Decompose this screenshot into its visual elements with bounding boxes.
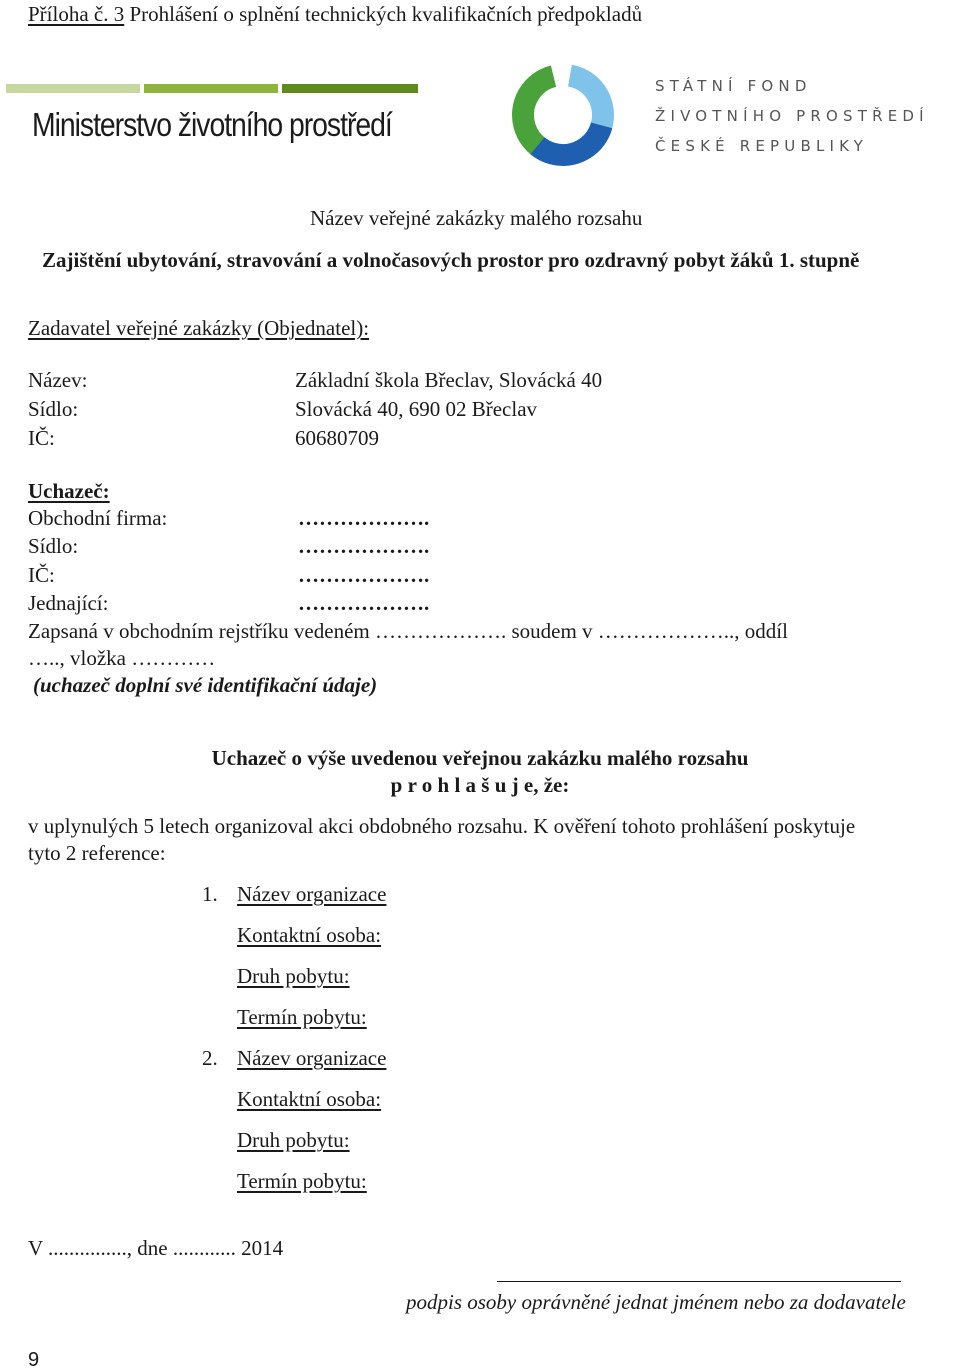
signature-line xyxy=(497,1281,901,1282)
bidder-seat-value: ………………. xyxy=(298,534,430,558)
authority-name-value: Základní škola Břeclav, Slovácká 40 xyxy=(295,368,603,392)
logo-bar-dark xyxy=(282,84,418,93)
logo-bar-light xyxy=(6,84,140,93)
annex-label: Příloha č. 3 xyxy=(28,2,125,26)
bidder-ic-label: IČ: xyxy=(28,563,55,587)
registry-line-2: ….., vložka ………… xyxy=(28,646,216,670)
fund-line-2: ŽIVOTNÍHO PROSTŘEDÍ xyxy=(655,107,929,125)
reference-1-org: Název organizace xyxy=(237,882,387,906)
page-number: 9 xyxy=(28,1349,40,1371)
logo-bar-mid xyxy=(144,84,278,93)
bidder-firm-label: Obchodní firma: xyxy=(28,506,168,530)
reference-2-contact: Kontaktní osoba: xyxy=(237,1087,382,1111)
authority-name-label: Název: xyxy=(28,368,88,392)
signature-caption: podpis osoby oprávněné jednat jménem nebo za dodavatele xyxy=(406,1290,906,1314)
contract-title: Zajištění ubytování, stravování a volnočasových prostor pro ozdravný pobyt žáků 1. stupně xyxy=(42,248,860,272)
reference-1-date: Termín pobytu: xyxy=(237,1005,367,1029)
authority-ic-label: IČ: xyxy=(28,426,55,450)
bidder-ic-value: ………………. xyxy=(298,563,430,587)
contract-label: Název veřejné zakázky malého rozsahu xyxy=(310,206,643,230)
ministry-name: Ministerstvo životního prostředí xyxy=(32,106,392,143)
reference-1-number: 1. xyxy=(202,882,218,906)
state-fund-logo-icon xyxy=(502,54,624,176)
fund-line-1: STÁTNÍ FOND xyxy=(655,77,812,95)
bidder-note: (uchazeč doplní své identifikační údaje) xyxy=(33,673,378,697)
bidder-heading: Uchazeč: xyxy=(28,479,110,503)
annex-title: Prohlášení o splnění technických kvalifikačních předpokladů xyxy=(129,2,643,26)
bidder-seat-label: Sídlo: xyxy=(28,534,79,558)
fund-line-3: ČESKÉ REPUBLIKY xyxy=(655,137,869,155)
authority-ic-value: 60680709 xyxy=(295,426,379,450)
registry-line-1: Zapsaná v obchodním rejstříku vedeném ………………. soudem v ……………….., oddíl xyxy=(28,619,788,643)
bidder-acting-value: ………………. xyxy=(298,591,430,615)
reference-2-org: Název organizace xyxy=(237,1046,387,1070)
bidder-firm-value: ………………. xyxy=(298,506,430,530)
bidder-acting-label: Jednající: xyxy=(28,591,109,615)
reference-1-contact: Kontaktní osoba: xyxy=(237,923,382,947)
reference-2-type: Druh pobytu: xyxy=(237,1128,350,1152)
declaration-text-2: tyto 2 reference: xyxy=(28,841,166,865)
authority-heading: Zadavatel veřejné zakázky (Objednatel): xyxy=(28,316,370,340)
reference-1-type: Druh pobytu: xyxy=(237,964,350,988)
reference-2-date: Termín pobytu: xyxy=(237,1169,367,1193)
declaration-line-1: Uchazeč o výše uvedenou veřejnou zakázku malého rozsahu xyxy=(211,746,749,770)
reference-2-number: 2. xyxy=(202,1046,218,1070)
declaration-text-1: v uplynulých 5 letech organizoval akci obdobného rozsahu. K ověření tohoto prohlášení poskytuje xyxy=(28,814,856,838)
declaration-line-2: p r o h l a š u j e, že: xyxy=(390,773,570,797)
authority-seat-label: Sídlo: xyxy=(28,397,79,421)
place-date: V ..............., dne ............ 2014 xyxy=(28,1236,284,1260)
annex-header xyxy=(28,2,642,27)
authority-seat-value: Slovácká 40, 690 02 Břeclav xyxy=(295,397,538,421)
